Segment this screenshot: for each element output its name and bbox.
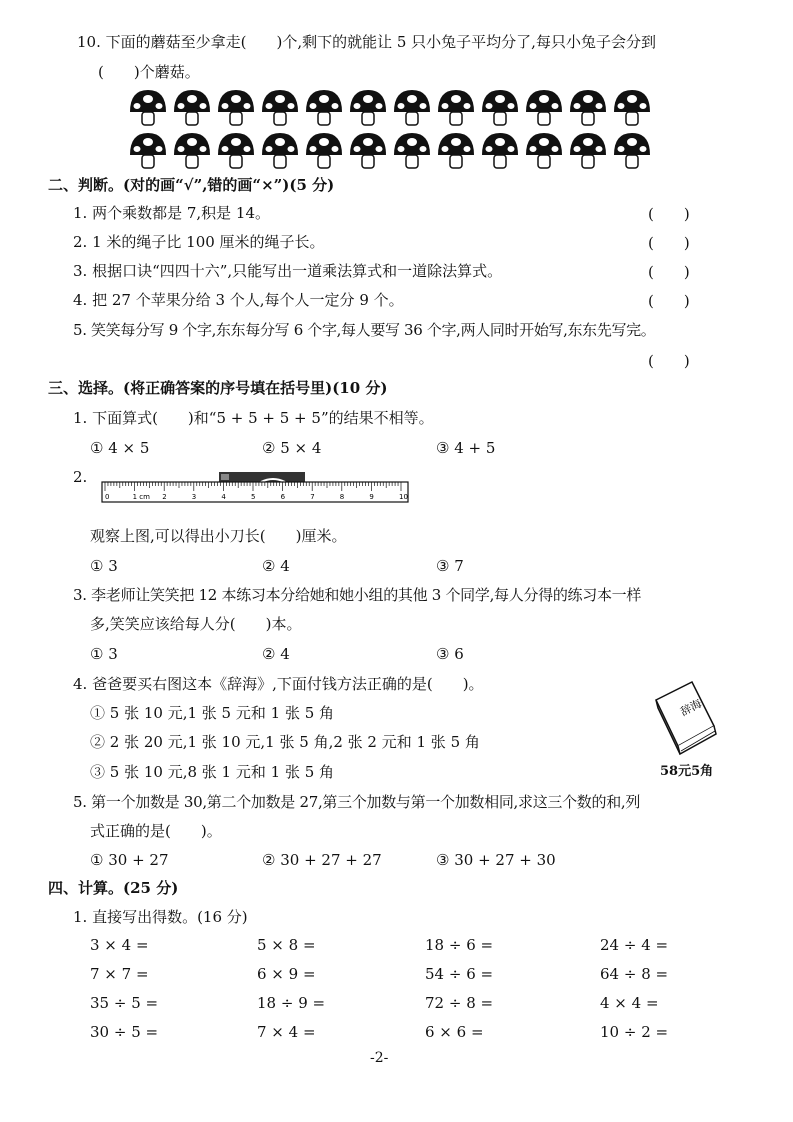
book-price: 58元5角: [660, 764, 714, 779]
ruler-label: 4: [221, 493, 226, 501]
mushroom-icon: [524, 88, 564, 132]
choice1-option-1[interactable]: ① 4 × 5: [90, 439, 150, 457]
mushroom-icon: [172, 131, 212, 175]
choice5-line2: 式正确的是( )。: [90, 822, 222, 840]
mushroom-icon: [392, 131, 432, 175]
mushroom-icon: [348, 131, 388, 175]
mushroom-icon: [304, 131, 344, 175]
calc-item: 24 ÷ 4 =: [600, 936, 669, 954]
mushroom-icon: [216, 88, 256, 132]
calc-item: 6 × 9 =: [257, 965, 316, 983]
calc-item: 64 ÷ 8 =: [600, 965, 669, 983]
judge-item-4: 4. 把 27 个苹果分给 3 个人,每个人一定分 9 个。: [73, 291, 404, 309]
mushroom-icon: [216, 131, 256, 175]
ruler-label: 9: [369, 493, 374, 501]
page-number: -2-: [370, 1050, 389, 1066]
choice3-option-3[interactable]: ③ 6: [436, 645, 464, 663]
calc-item: 4 × 4 =: [600, 994, 659, 1012]
choice3-line2: 多,笑笑应该给每人分( )本。: [90, 615, 302, 633]
mushroom-icon: [172, 88, 212, 132]
calc-item: 3 × 4 =: [90, 936, 149, 954]
calc-sub1-title: 1. 直接写出得数。(16 分): [73, 908, 248, 926]
ruler-label: 6: [280, 493, 286, 501]
mushroom-icon: [568, 88, 608, 132]
section2-title: 二、判断。(对的画“√”,错的画“×”)(5 分): [48, 176, 335, 194]
mushroom-icon: [524, 131, 564, 175]
judge-paren-4[interactable]: ( ): [648, 292, 690, 310]
ruler-with-knife-image: [101, 470, 409, 512]
judge-paren-2[interactable]: ( ): [648, 234, 690, 252]
choice3-option-2[interactable]: ② 4: [262, 645, 290, 663]
calc-item: 35 ÷ 5 =: [90, 994, 159, 1012]
choice3-option-1[interactable]: ① 3: [90, 645, 118, 663]
ruler-label: 7: [310, 493, 315, 501]
choice3-line1: 3. 李老师让笑笑把 12 本练习本分给她和她小组的其他 3 个同学,每人分得的练习本一样: [73, 586, 642, 604]
q10-line2: ( )个蘑菇。: [98, 63, 200, 81]
mushroom-icon: [480, 88, 520, 132]
choice1-option-2[interactable]: ② 5 × 4: [262, 439, 322, 457]
calc-item: 5 × 8 =: [257, 936, 316, 954]
choice4-text: 4. 爸爸要买右图这本《辞海》,下面付钱方法正确的是( )。: [73, 675, 484, 693]
ruler-label: 0: [105, 493, 110, 501]
mushroom-icon: [304, 88, 344, 132]
judge-item-5: 5. 笑笑每分写 9 个字,东东每分写 6 个字,每人要写 36 个字,两人同时开始写,东东先写完。: [73, 321, 656, 339]
choice2-option-1[interactable]: ① 3: [90, 557, 118, 575]
calc-item: 18 ÷ 6 =: [425, 936, 494, 954]
section3-title: 三、选择。(将正确答案的序号填在括号里)(10 分): [48, 379, 388, 397]
choice4-option-2[interactable]: ② 2 张 20 元,1 张 10 元,1 张 5 角,2 张 2 元和 1 张 5 角: [90, 733, 480, 751]
book-title-text: 辞海: [678, 696, 704, 719]
choice5-option-1[interactable]: ① 30 + 27: [90, 851, 169, 869]
ruler-label: 1 cm: [132, 493, 150, 501]
choice2-option-2[interactable]: ② 4: [262, 557, 290, 575]
q10-line1: 10. 下面的蘑菇至少拿走( )个,剩下的就能让 5 只小兔子平均分了,每只小兔子会分到: [77, 33, 656, 51]
choice1-text: 1. 下面算式( )和“5 + 5 + 5 + 5”的结果不相等。: [73, 409, 434, 427]
mushroom-icon: [260, 131, 300, 175]
judge-item-3: 3. 根据口诀“四四十六”,只能写出一道乘法算式和一道除法算式。: [73, 262, 503, 280]
mushroom-icon: [612, 88, 652, 132]
section4-title: 四、计算。(25 分): [48, 879, 179, 897]
calc-item: 30 ÷ 5 =: [90, 1023, 159, 1041]
ruler-label: 2: [162, 493, 167, 501]
mushroom-icon: [480, 131, 520, 175]
mushroom-icon: [436, 131, 476, 175]
choice4-option-3[interactable]: ③ 5 张 10 元,8 张 1 元和 1 张 5 角: [90, 763, 335, 781]
mushroom-icon: [568, 131, 608, 175]
mushroom-icon: [128, 131, 168, 175]
choice5-line1: 5. 第一个加数是 30,第二个加数是 27,第三个加数与第一个加数相同,求这三个数的和,列: [73, 793, 641, 811]
judge-paren-1[interactable]: ( ): [648, 205, 690, 223]
mushroom-row-2: [128, 131, 652, 175]
calc-item: 54 ÷ 6 =: [425, 965, 494, 983]
ruler-label: 10: [399, 493, 408, 501]
choice1-option-3[interactable]: ③ 4 + 5: [436, 439, 496, 457]
choice2-number: 2.: [73, 468, 88, 486]
choice2-option-3[interactable]: ③ 7: [436, 557, 464, 575]
choice5-option-2[interactable]: ② 30 + 27 + 27: [262, 851, 382, 869]
judge-paren-3[interactable]: ( ): [648, 263, 690, 281]
ruler-label: 8: [339, 493, 345, 501]
calc-item: 72 ÷ 8 =: [425, 994, 494, 1012]
mushroom-icon: [128, 88, 168, 132]
mushroom-icon: [260, 88, 300, 132]
mushroom-row-1: [128, 88, 652, 132]
mushroom-icon: [348, 88, 388, 132]
mushroom-icon: [392, 88, 432, 132]
choice5-option-3[interactable]: ③ 30 + 27 + 30: [436, 851, 556, 869]
mushroom-icon: [612, 131, 652, 175]
calc-item: 18 ÷ 9 =: [257, 994, 326, 1012]
judge-item-1: 1. 两个乘数都是 7,积是 14。: [73, 204, 271, 222]
judge-item-2: 2. 1 米的绳子比 100 厘米的绳子长。: [73, 233, 325, 251]
ruler-label: 3: [191, 493, 197, 501]
mushroom-icon: [436, 88, 476, 132]
choice2-text: 观察上图,可以得出小刀长( )厘米。: [90, 527, 347, 545]
calc-item: 6 × 6 =: [425, 1023, 484, 1041]
calc-item: 10 ÷ 2 =: [600, 1023, 669, 1041]
ruler-label: 5: [251, 493, 256, 501]
judge-paren-5[interactable]: ( ): [648, 352, 690, 370]
calc-item: 7 × 4 =: [257, 1023, 316, 1041]
dictionary-book-image: [650, 678, 720, 756]
choice4-option-1[interactable]: ① 5 张 10 元,1 张 5 元和 1 张 5 角: [90, 704, 335, 722]
calc-item: 7 × 7 =: [90, 965, 149, 983]
